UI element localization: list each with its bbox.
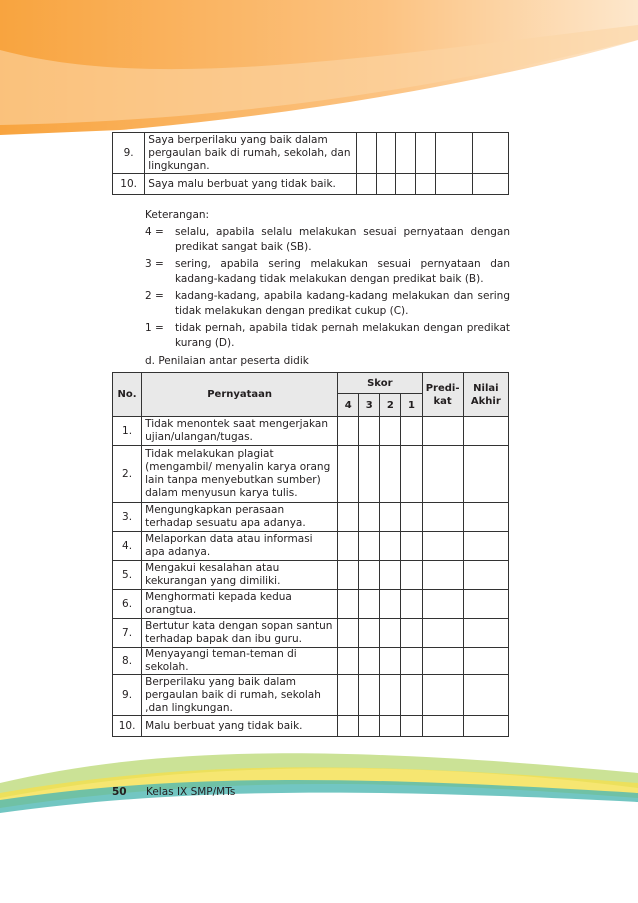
table-row [113, 417, 509, 446]
header-score: Skor [338, 373, 422, 394]
header-score-4: 4 [338, 394, 359, 417]
predikat-cell [422, 590, 463, 619]
top-banner-decoration [0, 0, 638, 135]
row-statement: Tidak menontek saat mengerjakan ujian/ulangan/tugas. [142, 417, 338, 446]
nilai-akhir-cell [463, 648, 508, 675]
score-cell [359, 532, 380, 561]
row-number: 9. [113, 133, 145, 174]
legend [145, 208, 510, 351]
score-cell [380, 446, 401, 503]
score-cell [359, 716, 380, 737]
score-cell [380, 648, 401, 675]
table-row [113, 619, 509, 648]
score-cell [401, 619, 422, 648]
predikat-cell [422, 417, 463, 446]
score-cell [401, 503, 422, 532]
row-statement: Saya malu berbuat yang tidak baik. [145, 174, 357, 195]
score-cell [376, 174, 396, 195]
bottom-wave-decoration [0, 738, 638, 818]
nilai-akhir-cell [472, 174, 509, 195]
score-cell [401, 446, 422, 503]
predikat-cell [422, 619, 463, 648]
score-cell [401, 648, 422, 675]
section-subheading: d. Penilaian antar peserta didik [145, 355, 309, 367]
header-predikat: Predi-kat [422, 373, 463, 417]
predikat-cell [422, 675, 463, 716]
row-statement: Melaporkan data atau informasi apa adanya. [142, 532, 338, 561]
row-number: 4. [113, 532, 142, 561]
table-row [113, 561, 509, 590]
table-row [113, 133, 509, 174]
nilai-akhir-cell [472, 133, 509, 174]
score-cell [380, 417, 401, 446]
score-cell [359, 561, 380, 590]
row-number: 1. [113, 417, 142, 446]
legend-item-number: 1 = [145, 322, 164, 334]
score-cell [338, 648, 359, 675]
predikat-cell [422, 446, 463, 503]
row-number: 7. [113, 619, 142, 648]
row-statement: Saya berperilaku yang baik dalam pergaulan baik di rumah, sekolah, dan lingkungan. [145, 133, 357, 174]
score-cell [359, 417, 380, 446]
row-statement: Bertutur kata dengan sopan santun terhadap bapak dan ibu guru. [142, 619, 338, 648]
table-row [113, 648, 509, 675]
header-score-1: 1 [401, 394, 422, 417]
row-statement: Mengungkapkan perasaan terhadap sesuatu apa adanya. [142, 503, 338, 532]
table-row [113, 174, 509, 195]
score-cell [338, 675, 359, 716]
row-number: 9. [113, 675, 142, 716]
table-row [113, 532, 509, 561]
score-cell [359, 503, 380, 532]
row-number: 8. [113, 648, 142, 675]
score-cell [401, 417, 422, 446]
row-number: 6. [113, 590, 142, 619]
score-cell [338, 619, 359, 648]
nilai-akhir-cell [463, 675, 508, 716]
row-statement: Berperilaku yang baik dalam pergaulan baik di rumah, sekolah ,dan lingkungan. [142, 675, 338, 716]
score-cell [396, 174, 416, 195]
legend-item-text: kadang-kadang, apabila kadang-kadang melakukan dan sering tidak melakukan dengan predikat cukup (C). [175, 290, 510, 317]
score-cell [359, 648, 380, 675]
score-cell [401, 532, 422, 561]
legend-item [145, 321, 510, 351]
score-cell [359, 675, 380, 716]
score-cell [416, 174, 436, 195]
row-number: 2. [113, 446, 142, 503]
score-cell [376, 133, 396, 174]
score-cell [380, 716, 401, 737]
nilai-akhir-cell [463, 446, 508, 503]
score-cell [356, 174, 376, 195]
page-number: 50 [112, 786, 127, 798]
score-cell [401, 675, 422, 716]
score-cell [338, 532, 359, 561]
table-row [113, 446, 509, 503]
nilai-akhir-cell [463, 716, 508, 737]
nilai-akhir-cell [463, 417, 508, 446]
score-cell [359, 446, 380, 503]
row-number: 5. [113, 561, 142, 590]
score-cell [338, 446, 359, 503]
nilai-akhir-cell [463, 561, 508, 590]
header-no: No. [113, 373, 142, 417]
row-statement: Mengakui kesalahan atau kekurangan yang dimiliki. [142, 561, 338, 590]
score-cell [401, 590, 422, 619]
nilai-akhir-cell [463, 619, 508, 648]
legend-item-text: sering, apabila sering melakukan sesuai pernyataan dan kadang-kadang tidak melakukan dengan predikat baik (B). [175, 258, 510, 285]
nilai-akhir-cell [463, 532, 508, 561]
score-cell [380, 619, 401, 648]
legend-title: Keterangan: [145, 209, 210, 221]
score-cell [338, 561, 359, 590]
header-nilai-akhir: Nilai Akhir [463, 373, 508, 417]
predikat-cell [436, 174, 472, 195]
row-number: 10. [113, 174, 145, 195]
row-statement: Malu berbuat yang tidak baik. [142, 716, 338, 737]
header-score-3: 3 [359, 394, 380, 417]
table-row [113, 590, 509, 619]
table-row [113, 675, 509, 716]
row-statement: Menyayangi teman-teman di sekolah. [142, 648, 338, 675]
score-cell [380, 675, 401, 716]
legend-item-number: 4 = [145, 226, 164, 238]
row-number: 10. [113, 716, 142, 737]
score-cell [380, 503, 401, 532]
assessment-table-continued [112, 132, 509, 195]
score-cell [359, 590, 380, 619]
predikat-cell [422, 503, 463, 532]
score-cell [338, 503, 359, 532]
predikat-cell [422, 648, 463, 675]
score-cell [396, 133, 416, 174]
legend-item-number: 3 = [145, 258, 164, 270]
book-title: Kelas IX SMP/MTs [145, 786, 236, 798]
predikat-cell [422, 561, 463, 590]
page-footer [112, 786, 235, 798]
legend-item [145, 257, 510, 287]
predikat-cell [422, 716, 463, 737]
score-cell [359, 619, 380, 648]
score-cell [338, 716, 359, 737]
predikat-cell [422, 532, 463, 561]
legend-item [145, 225, 510, 255]
row-number: 3. [113, 503, 142, 532]
score-cell [416, 133, 436, 174]
table-row [113, 503, 509, 532]
score-cell [356, 133, 376, 174]
legend-item-text: selalu, apabila selalu melakukan sesuai pernyataan dengan predikat sangat baik (SB). [175, 226, 510, 253]
nilai-akhir-cell [463, 503, 508, 532]
legend-item-number: 2 = [145, 290, 164, 302]
score-cell [401, 716, 422, 737]
table-header-row [113, 373, 509, 394]
row-statement: Menghormati kepada kedua orangtua. [142, 590, 338, 619]
row-statement: Tidak melakukan plagiat (mengambil/ menyalin karya orang lain tanpa menyebutkan sumber) dalam menyusun karya tulis. [142, 446, 338, 503]
legend-item-text: tidak pernah, apabila tidak pernah melakukan dengan predikat kurang (D). [175, 322, 510, 349]
score-cell [380, 532, 401, 561]
peer-assessment-table [112, 372, 509, 737]
header-score-2: 2 [380, 394, 401, 417]
score-cell [338, 417, 359, 446]
table-row [113, 716, 509, 737]
header-statement: Pernyataan [142, 373, 338, 417]
legend-item [145, 289, 510, 319]
score-cell [401, 561, 422, 590]
score-cell [338, 590, 359, 619]
nilai-akhir-cell [463, 590, 508, 619]
score-cell [380, 561, 401, 590]
score-cell [380, 590, 401, 619]
predikat-cell [436, 133, 472, 174]
